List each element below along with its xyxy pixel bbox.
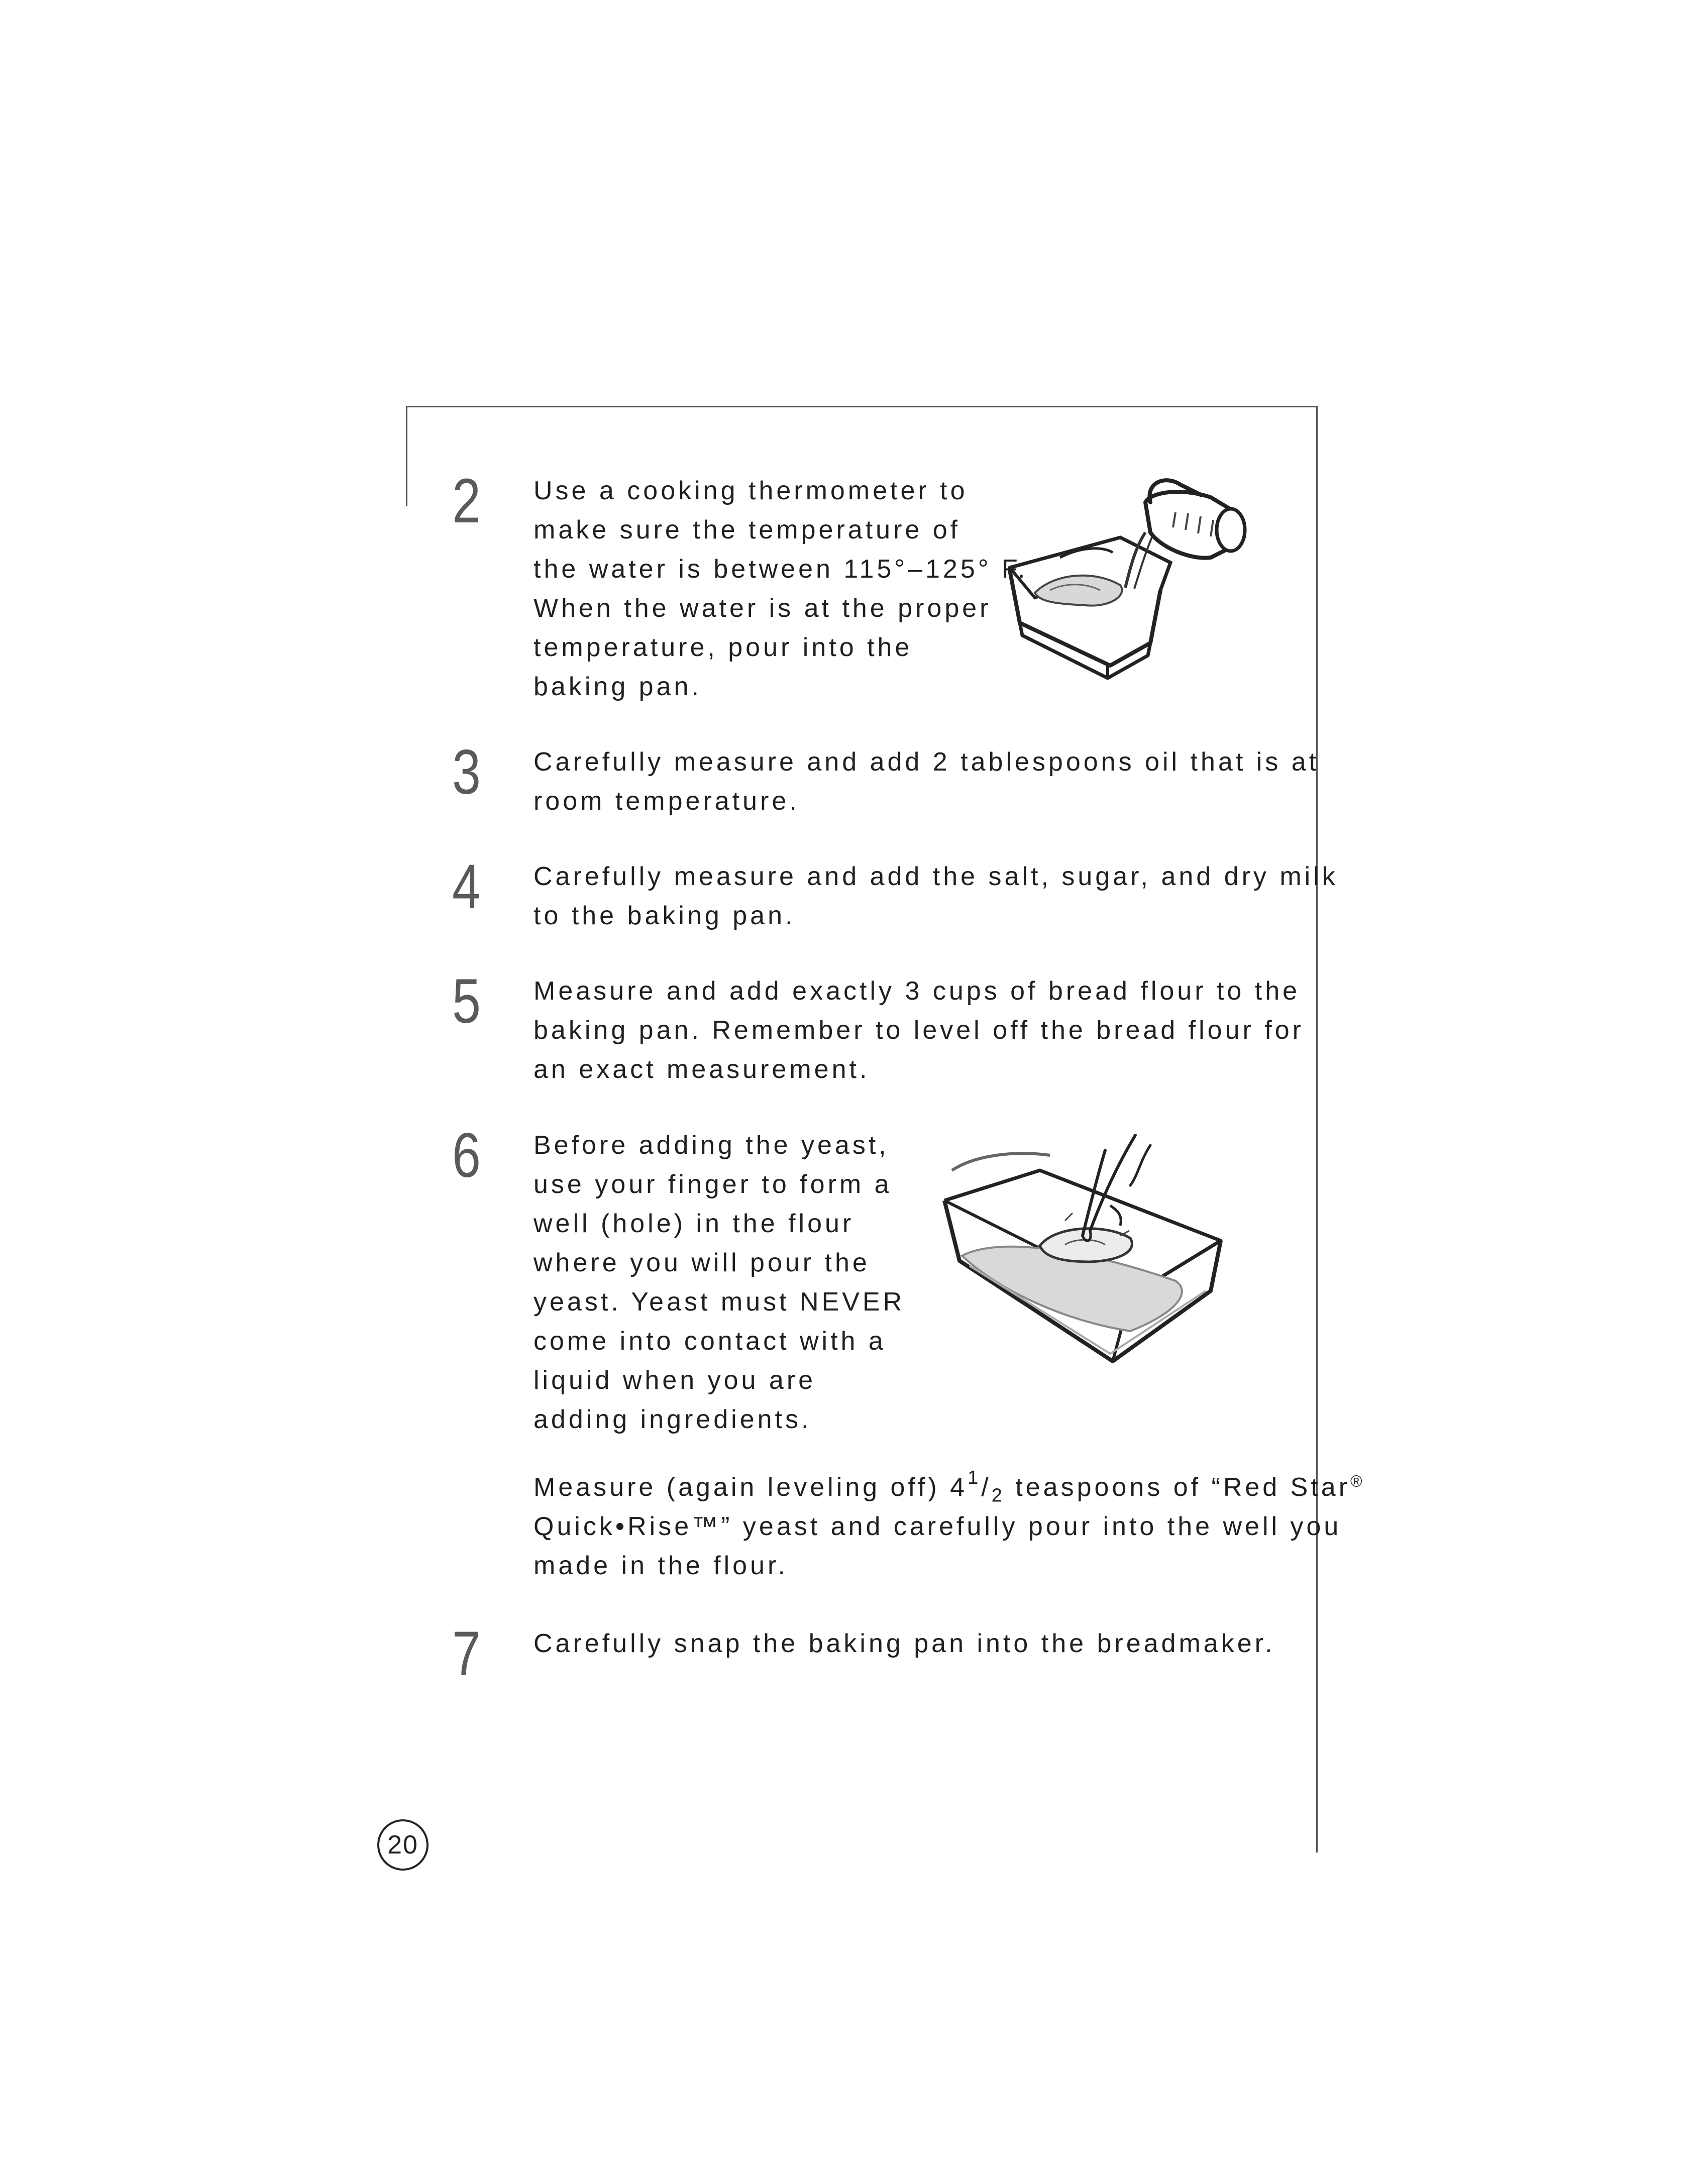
step-line: room temperature.: [533, 787, 800, 816]
step-line: Carefully measure and add 2 tablespoons oil that is at: [533, 747, 1320, 777]
fraction-one-half: $^1/_2$: [968, 1467, 1005, 1506]
step-line: to the baking pan.: [533, 901, 796, 930]
step-text-4: [533, 857, 1338, 935]
fraction-numerator: 1: [968, 1467, 982, 1488]
step-line: temperature, pour into the: [533, 633, 913, 662]
step-text-7: [533, 1624, 1275, 1663]
step-number-3: 3: [452, 737, 481, 807]
step-line: Before adding the yeast,: [533, 1131, 889, 1160]
step-line: yeast. Yeast must NEVER: [533, 1287, 905, 1317]
step-text-3: [533, 742, 1319, 821]
step-line: make sure the temperature of: [533, 515, 961, 544]
step-line: Use a cooking thermometer to: [533, 476, 968, 505]
step-line: adding ingredients.: [533, 1405, 812, 1434]
step-line: come into contact with a: [533, 1327, 886, 1356]
step-text-6: [533, 1126, 905, 1439]
step-line: baking pan.: [533, 672, 702, 701]
step-text-2: [533, 471, 1028, 706]
step-line: Measure and add exactly 3 cups of bread flour to the: [533, 976, 1301, 1006]
step-line: Carefully snap the baking pan into the breadmaker.: [533, 1629, 1275, 1658]
finger-well-illustration: [939, 1130, 1241, 1381]
pouring-water-illustration: [1000, 472, 1261, 703]
yeast-paragraph: [533, 1468, 1365, 1585]
step-number-4: 4: [452, 852, 481, 922]
frame-top-rule: [406, 406, 1318, 407]
step-number-7: 7: [452, 1619, 481, 1689]
yeast-line-1-end: teaspoons of “Red Star: [1005, 1473, 1351, 1502]
step-line: When the water is at the proper: [533, 594, 992, 623]
frame-left-rule: [406, 406, 407, 506]
step-number-2: 2: [452, 466, 481, 536]
step-number-6: 6: [452, 1121, 481, 1190]
frame-right-rule: [1316, 406, 1318, 1852]
yeast-line-2: Quick•Rise™” yeast and carefully pour into the well you: [533, 1512, 1342, 1541]
page-number: 20: [377, 1819, 429, 1871]
yeast-line-1-start: Measure (again leveling off) 4: [533, 1473, 968, 1502]
step-text-5: [533, 971, 1304, 1089]
step-line: liquid when you are: [533, 1366, 816, 1395]
yeast-line-1: [533, 1468, 1365, 1507]
fraction-denominator: 2: [991, 1485, 1005, 1506]
step-number-5: 5: [452, 966, 481, 1036]
step-line: Carefully measure and add the salt, sugar, and dry milk: [533, 862, 1338, 891]
yeast-line-3: made in the flour.: [533, 1551, 788, 1580]
step-line: baking pan. Remember to level off the bread flour for: [533, 1016, 1304, 1045]
step-line: well (hole) in the flour: [533, 1209, 855, 1238]
step-line: the water is between 115°–125° F.: [533, 555, 1028, 584]
registered-mark: ®: [1350, 1472, 1365, 1490]
step-line: an exact measurement.: [533, 1055, 870, 1084]
step-line: where you will pour the: [533, 1248, 870, 1277]
step-line: use your finger to form a: [533, 1170, 892, 1199]
